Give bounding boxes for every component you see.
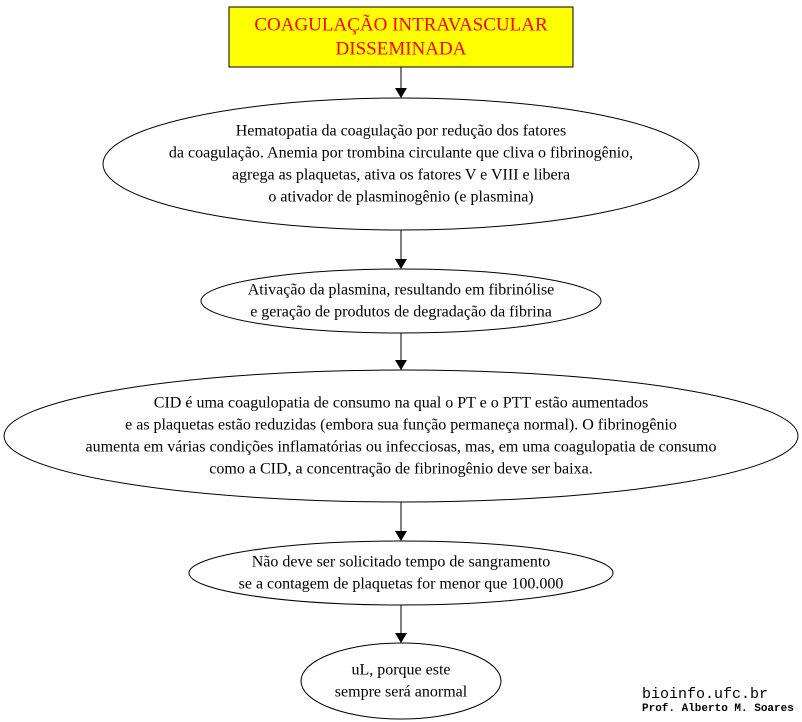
node-hematopatia-line: Hematopatia da coagulação por redução dos fatores	[235, 122, 567, 140]
node-cid-line: e as plaquetas estão reduzidas (embora sua função permaneça normal). O fibrinogênio	[125, 416, 677, 434]
node-title	[229, 7, 573, 67]
node-plasmina	[201, 269, 601, 333]
node-hematopatia	[103, 98, 699, 230]
credit-author: Prof. Alberto M. Soares	[642, 703, 794, 715]
credit-site: bioinfo.ufc.br	[642, 686, 769, 703]
node-cid-line: CID é uma coagulopatia de consumo na qual o PT e o PTT estão aumentados	[153, 394, 649, 412]
node-sangramento-ellipse	[189, 541, 613, 605]
node-ul-line: uL, porque este	[351, 661, 451, 679]
node-ul	[301, 643, 501, 719]
node-sangramento-line: Não deve ser solicitado tempo de sangramento	[251, 553, 551, 571]
node-cid	[4, 370, 798, 502]
node-hematopatia-ellipse	[103, 98, 699, 230]
node-plasmina-ellipse	[201, 269, 601, 333]
node-cid-line: aumenta em várias condições inflamatórias ou infecciosas, mas, em uma coagulopatia de consumo	[85, 438, 717, 456]
node-ul-line: sempre será anormal	[334, 683, 468, 701]
node-ul-ellipse	[301, 643, 501, 719]
node-sangramento-line: se a contagem de plaquetas for menor que 100.000	[238, 575, 564, 593]
node-hematopatia-line: agrega as plaquetas, ativa os fatores V e VIII e libera	[231, 166, 571, 184]
node-sangramento	[189, 541, 613, 605]
node-title-line: DISSEMINADA	[335, 38, 467, 60]
node-plasmina-line: Ativação da plasmina, resultando em fibrinólise	[247, 281, 555, 299]
node-hematopatia-line: da coagulação. Anemia por trombina circulante que cliva o fibrinogênio,	[168, 144, 634, 162]
node-plasmina-line: e geração de produtos de degradação da fibrina	[250, 303, 552, 321]
node-title-line: COAGULAÇÃO INTRAVASCULAR	[254, 14, 548, 36]
node-cid-ellipse	[4, 370, 798, 502]
node-hematopatia-line: o ativador de plasminogênio (e plasmina)	[268, 188, 534, 206]
node-cid-line: como a CID, a concentração de fibrinogênio deve ser baixa.	[209, 460, 593, 478]
